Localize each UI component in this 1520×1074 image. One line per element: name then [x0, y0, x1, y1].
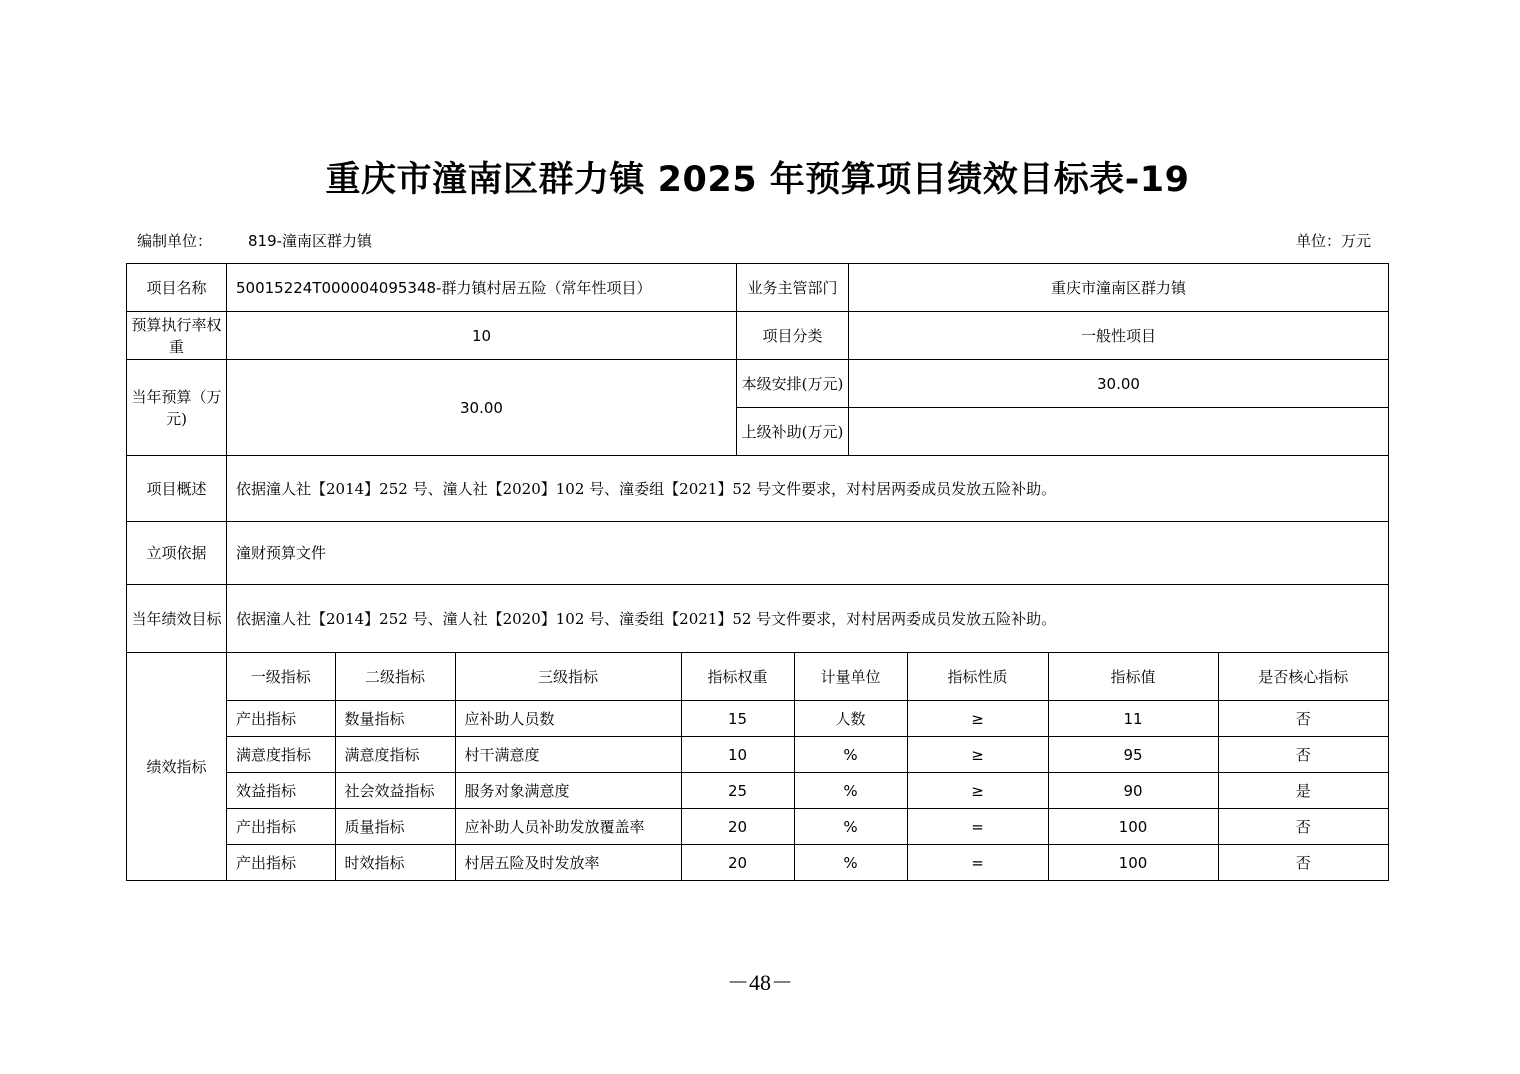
dept-label: 业务主管部门 [737, 264, 849, 312]
row-nature: = [907, 845, 1048, 881]
header-level3: 三级指标 [455, 653, 681, 701]
row-nature: = [907, 809, 1048, 845]
table-row [227, 701, 1388, 737]
row-level1: 效益指标 [227, 773, 335, 809]
row-weight: 25 [681, 773, 794, 809]
header-nature: 指标性质 [907, 653, 1048, 701]
dept-value: 重庆市潼南区群力镇 [849, 264, 1389, 312]
compiling-unit [137, 230, 372, 251]
table-row [227, 809, 1388, 845]
row-level2: 社会效益指标 [335, 773, 455, 809]
table-row [227, 737, 1388, 773]
row-value: 100 [1048, 809, 1218, 845]
row-unit: % [794, 809, 907, 845]
row-core: 否 [1218, 845, 1388, 881]
row-value: 95 [1048, 737, 1218, 773]
performance-target-table [126, 263, 1389, 881]
header-unit: 计量单位 [794, 653, 907, 701]
budget-label: 当年预算（万元) [127, 360, 227, 456]
indicators-table [227, 653, 1388, 880]
header-level1: 一级指标 [227, 653, 335, 701]
row-level3: 服务对象满意度 [455, 773, 681, 809]
row-level1: 产出指标 [227, 845, 335, 881]
row-nature: ≥ [907, 773, 1048, 809]
basis-value: 潼财预算文件 [227, 522, 1389, 585]
annual-goal-value: 依据潼人社【2014】252 号、潼人社【2020】102 号、潼委组【2021】52 号文件要求，对村居两委成员发放五险补助。 [227, 585, 1389, 653]
row-core: 否 [1218, 701, 1388, 737]
row-weight: 10 [681, 737, 794, 773]
row-level3: 村干满意度 [455, 737, 681, 773]
budget-value: 30.00 [227, 360, 737, 456]
overview-label: 项目概述 [127, 456, 227, 522]
row-level1: 产出指标 [227, 701, 335, 737]
page-title: 重庆市潼南区群力镇 2025 年预算项目绩效目标表-19 [325, 160, 1190, 200]
row-core: 否 [1218, 809, 1388, 845]
row-value: 100 [1048, 845, 1218, 881]
compiling-unit-label: 编制单位： [137, 232, 213, 250]
row-level3: 应补助人员数 [455, 701, 681, 737]
row-nature: ≥ [907, 701, 1048, 737]
row-weight: 20 [681, 845, 794, 881]
category-label: 项目分类 [737, 312, 849, 360]
row-level2: 满意度指标 [335, 737, 455, 773]
row-weight: 15 [681, 701, 794, 737]
project-name-label: 项目名称 [127, 264, 227, 312]
header-level2: 二级指标 [335, 653, 455, 701]
indicators-section-label: 绩效指标 [127, 653, 227, 881]
superior-subsidy-label: 上级补助(万元) [737, 408, 849, 456]
local-arrangement-label: 本级安排(万元) [737, 360, 849, 408]
overview-value: 依据潼人社【2014】252 号、潼人社【2020】102 号、潼委组【2021】52 号文件要求，对村居两委成员发放五险补助。 [227, 456, 1389, 522]
indicators-header-row [227, 653, 1388, 701]
row-level1: 产出指标 [227, 809, 335, 845]
table-row [227, 773, 1388, 809]
row-value: 90 [1048, 773, 1218, 809]
row-level2: 质量指标 [335, 809, 455, 845]
local-arrangement-value: 30.00 [849, 360, 1389, 408]
project-name-value: 50015224T000004095348-群力镇村居五险（常年性项目） [227, 264, 737, 312]
currency-unit: 单位：万元 [1296, 232, 1372, 250]
row-core: 是 [1218, 773, 1388, 809]
header-value: 指标值 [1048, 653, 1218, 701]
row-level2: 时效指标 [335, 845, 455, 881]
page-number: －48－ [726, 970, 793, 995]
row-unit: % [794, 773, 907, 809]
row-value: 11 [1048, 701, 1218, 737]
row-level3: 应补助人员补助发放覆盖率 [455, 809, 681, 845]
superior-subsidy-value [849, 408, 1389, 456]
row-unit: 人数 [794, 701, 907, 737]
exec-weight-label: 预算执行率权重 [127, 312, 227, 360]
row-level1: 满意度指标 [227, 737, 335, 773]
row-core: 否 [1218, 737, 1388, 773]
header-core: 是否核心指标 [1218, 653, 1388, 701]
indicators-cell [227, 653, 1389, 881]
row-unit: % [794, 845, 907, 881]
header-weight: 指标权重 [681, 653, 794, 701]
compiling-unit-value: 819-潼南区群力镇 [248, 232, 373, 250]
row-nature: ≥ [907, 737, 1048, 773]
exec-weight-value: 10 [227, 312, 737, 360]
annual-goal-label: 当年绩效目标 [127, 585, 227, 653]
basis-label: 立项依据 [127, 522, 227, 585]
category-value: 一般性项目 [849, 312, 1389, 360]
row-level3: 村居五险及时发放率 [455, 845, 681, 881]
row-level2: 数量指标 [335, 701, 455, 737]
row-unit: % [794, 737, 907, 773]
row-weight: 20 [681, 809, 794, 845]
table-row [227, 845, 1388, 881]
